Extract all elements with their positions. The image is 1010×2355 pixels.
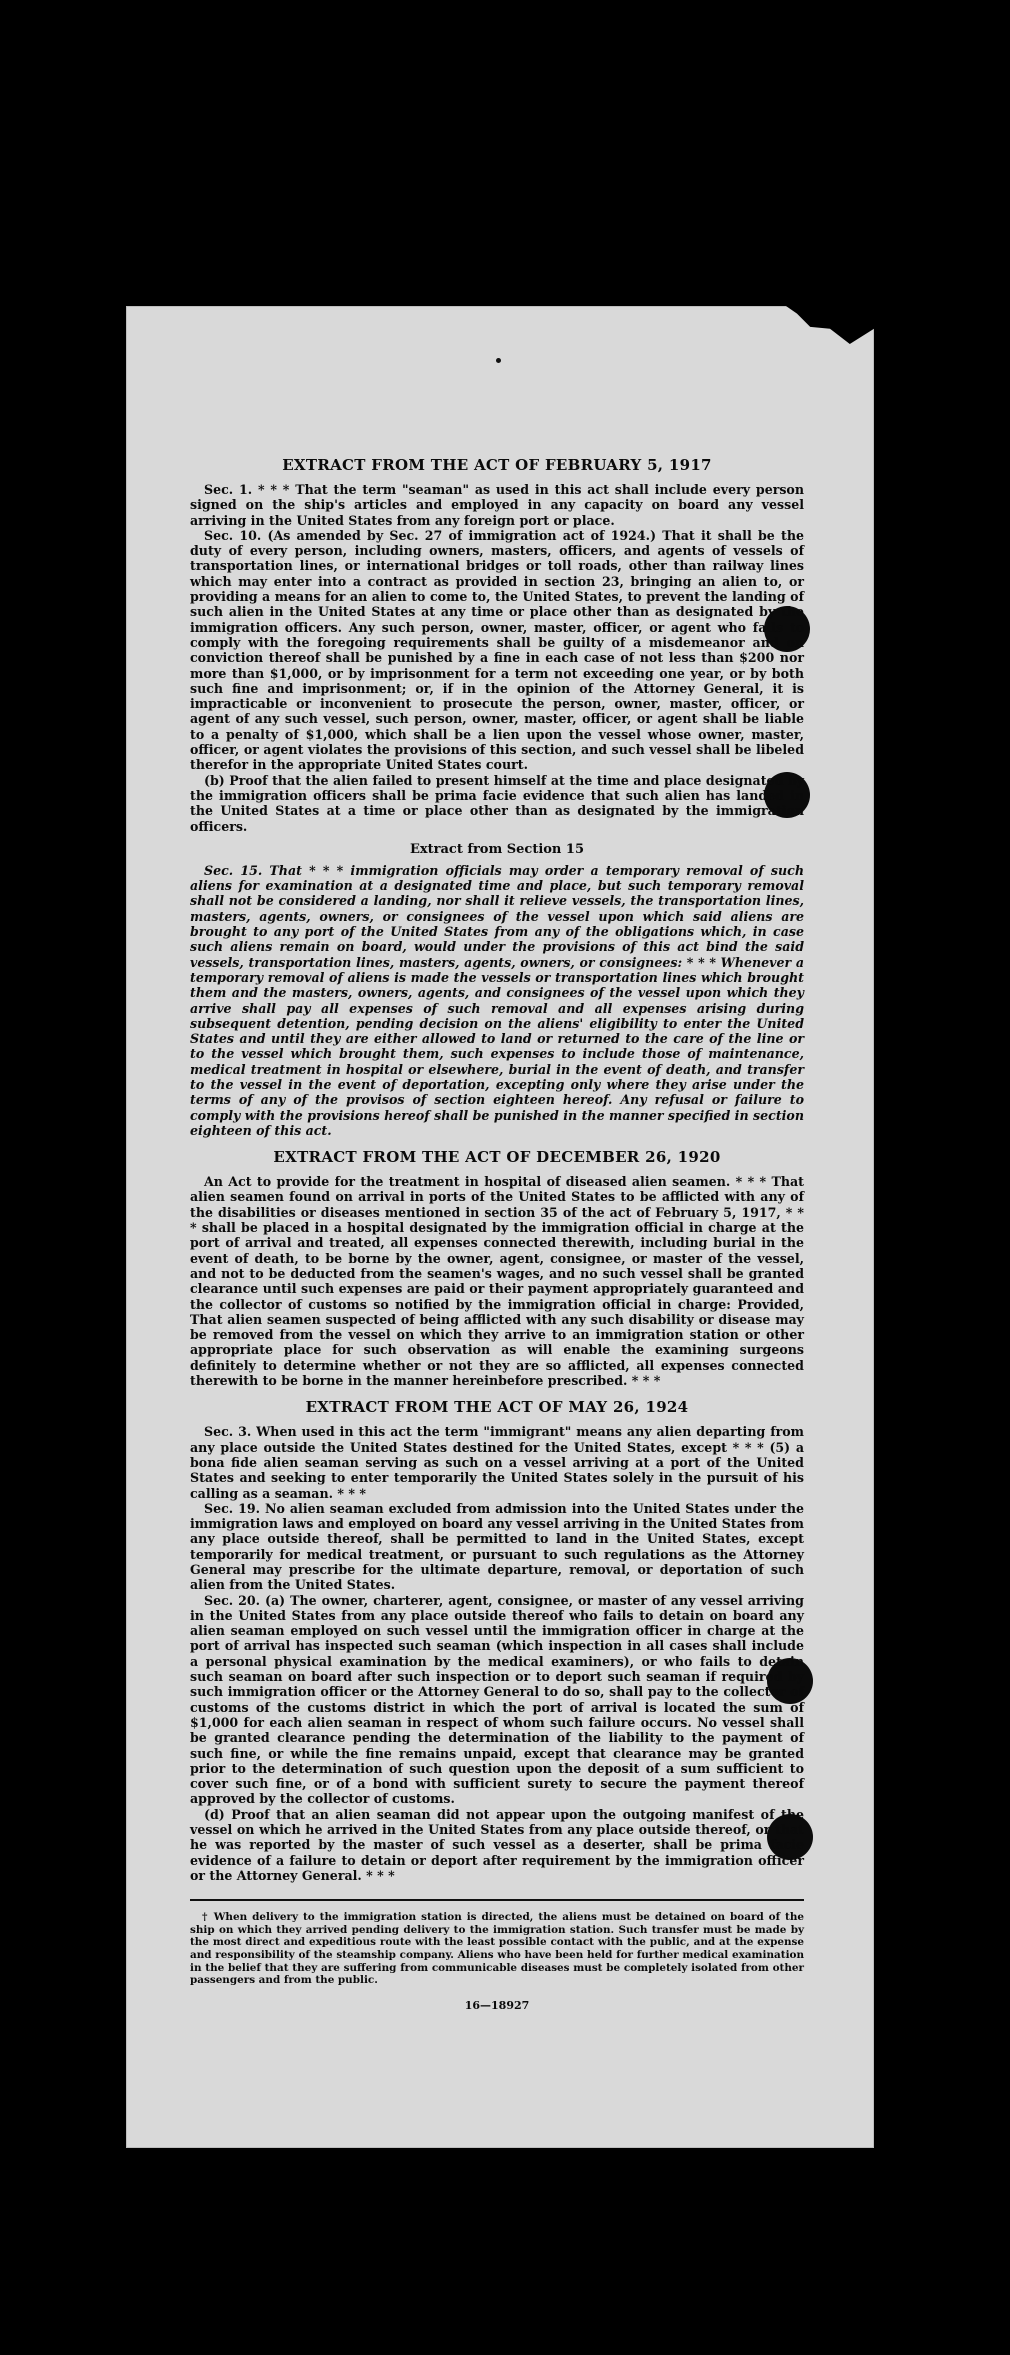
- section-20-paragraph: Sec. 20. (a) The owner, charterer, agent, consignee, or master of any vessel arriving in the United States from any place outside thereof who fails to detain on board any alien seaman employed on such vessel until the immigration officer in charge at the port of arrival has inspected such seaman (which inspection in all cases shall include a personal physical examination by the medical examiners), or who fails to detain such seaman on board after such inspection or to deport such seaman if required by such immigration officer or the Attorney General to do so, shall pay to the collector of customs of the customs district in which the port of arrival is located the sum of $1,000 for each alien seaman in respect of whom such failure occurs. No vessel shall be granted clearance pending the determination of the liability to the payment of such fine, or while the fine remains unpaid, except that clearance may be granted prior to the determination of such question upon the deposit of a sum sufficient to cover such fine, or of a bond with sufficient surety to secure the payment thereof approved by the collector of customs.: [190, 1592, 804, 1807]
- section-3-paragraph: Sec. 3. When used in this act the term "immigrant" means any alien departing from any place outside the United States destined for the United States, except * * * (5) a bona fide alien seaman serving as such on a vessel arriving at a port of the United States and seeking to enter temporarily the United States solely in the pursuit of his calling as a seaman. * * *: [190, 1424, 804, 1501]
- section-20-d-paragraph: (d) Proof that an alien seaman did not appear upon the outgoing manifest of the vessel on which he arrived in the United States from any place outside thereof, or that he was reported by the master of such vessel as a deserter, shall be prima facie evidence of a failure to detain or deport after requirement by the immigration officer or the Attorney General. * * *: [190, 1806, 804, 1883]
- section-10-b-paragraph: (b) Proof that the alien failed to present himself at the time and place designated by the immigration officers shall be prima facie evidence that such alien has landed in the United States at a time or place other than as designated by the immigration officers.: [190, 772, 804, 834]
- footnote: † When delivery to the immigration station is directed, the aliens must be detained on board of the ship on which they arrived pending delivery to the immigration station. Such transfer must be made by the most direct and expeditious route with the least possible contact with the public, and at the expense and responsibility of the steamship company. Aliens who have been held for further medical examination in the belief that they are suffering from communicable diseases must be completely isolated from other passengers and from the public.: [190, 1911, 804, 1987]
- form-number: 16—18927: [464, 1998, 530, 2012]
- section-19-paragraph: Sec. 19. No alien seaman excluded from admission into the United States under the immigration laws and employed on board any vessel arriving in the United States from any place outside thereof, shall be permitted to land in the United States, except temporarily for medical treatment, or pursuant to such regulations as the Attorney General may prescribe for the ultimate departure, removal, or deportation of such alien from the United States.: [190, 1500, 804, 1593]
- heading-act-1917: EXTRACT FROM THE ACT OF FEBRUARY 5, 1917: [282, 456, 712, 474]
- act-1920-paragraph: An Act to provide for the treatment in hospital of diseased alien seamen. * * * That alien seamen found on arrival in ports of the United States to be afflicted with any of the disabilities or diseases mentioned in section 35 of the act of February 5, 1917, * * * shall be placed in a hospital designated by the immigration official in charge at the port of arrival and treated, all expenses connected therewith, including burial in the event of death, to be borne by the owner, agent, consignee, or master of the vessel, and not to be deducted from the seamen's wages, and no such vessel shall be granted clearance until such expenses are paid or their payment appropriately guaranteed and the collector of customs so notified by the immigration official in charge: Provided, That alien seamen suspected of being afflicted with any such disability or disease may be removed from the vessel on which they arrive to an immigration station or other appropriate place for such observation as will enable the examining surgeons definitely to determine whether or not they are so afflicted, all expenses connected therewith to be borne in the manner hereinbefore prescribed. * * *: [190, 1174, 804, 1389]
- document-body: [190, 446, 804, 2012]
- torn-corner: [764, 306, 874, 344]
- section-15-paragraph: Sec. 15. That * * * immigration officials may order a temporary removal of such aliens for examination at a designated time and place, but such temporary removal shall not be considered a landing, nor shall it relieve vessels, the transportation lines, masters, agents, owners, or consignees of the vessel upon which said aliens are brought to any port of the United States from any of the obligations which, in case such aliens remain on board, would under the provisions of this act bind the said vessels, transportation lines, masters, agents, owners, or consignees: * * * Whenever a temporary removal of aliens is made the vessels or transportation lines which brought them and the masters, owners, agents, and consignees of the vessel upon which they arrive shall pay all expenses of such removal and all expenses arising during subsequent detention, pending decision on the aliens' eligibility to enter the United States and until they are either allowed to land or returned to the care of the line or to the vessel which brought them, such expenses to include those of maintenance, medical treatment in hospital or elsewhere, burial in the event of death, and transfer to the vessel in the event of deportation, excepting only where they arise under the terms of any of the provisos of section eighteen hereof. Any refusal or failure to comply with the provisions hereof shall be punished in the manner specified in section eighteen of this act.: [190, 862, 804, 1138]
- subheading-section-15: Extract from Section 15: [409, 841, 585, 857]
- document-page: [126, 306, 874, 2148]
- ink-mark: [496, 358, 501, 363]
- heading-act-1924: EXTRACT FROM THE ACT OF MAY 26, 1924: [305, 1398, 689, 1417]
- footnote-divider: [190, 1899, 804, 1901]
- section-1-paragraph: Sec. 1. * * * That the term "seaman" as used in this act shall include every person signed on the ship's articles and employed in any capacity on board any vessel arriving in the United States from any foreign port or place.: [190, 482, 804, 528]
- section-10-paragraph: Sec. 10. (As amended by Sec. 27 of immigration act of 1924.) That it shall be the duty of every person, including owners, masters, officers, and agents of vessels of transportation lines, or international bridges or toll roads, other than railway lines which may enter into a contract as provided in section 23, bringing an alien to, or providing a means for an alien to come to, the United States, to prevent the landing of such alien in the United States at any time or place other than as designated by the immigration officers. Any such person, owner, master, officer, or agent who fails to comply with the foregoing requirements shall be guilty of a misdemeanor and on conviction thereof shall be punished by a fine in each case of not less than $200 nor more than $1,000, or by imprisonment for a term not exceeding one year, or by both such fine and imprisonment; or, if in the opinion of the Attorney General, it is impracticable or inconvenient to prosecute the person, owner, master, officer, or agent of any such vessel, such person, owner, master, officer, or agent shall be liable to a penalty of $1,000, which shall be a lien upon the vessel whose owner, master, officer, or agent violates the provisions of this section, and such vessel shall be libeled therefor in the appropriate United States court.: [190, 527, 804, 773]
- heading-act-1920: EXTRACT FROM THE ACT OF DECEMBER 26, 1920: [273, 1148, 721, 1167]
